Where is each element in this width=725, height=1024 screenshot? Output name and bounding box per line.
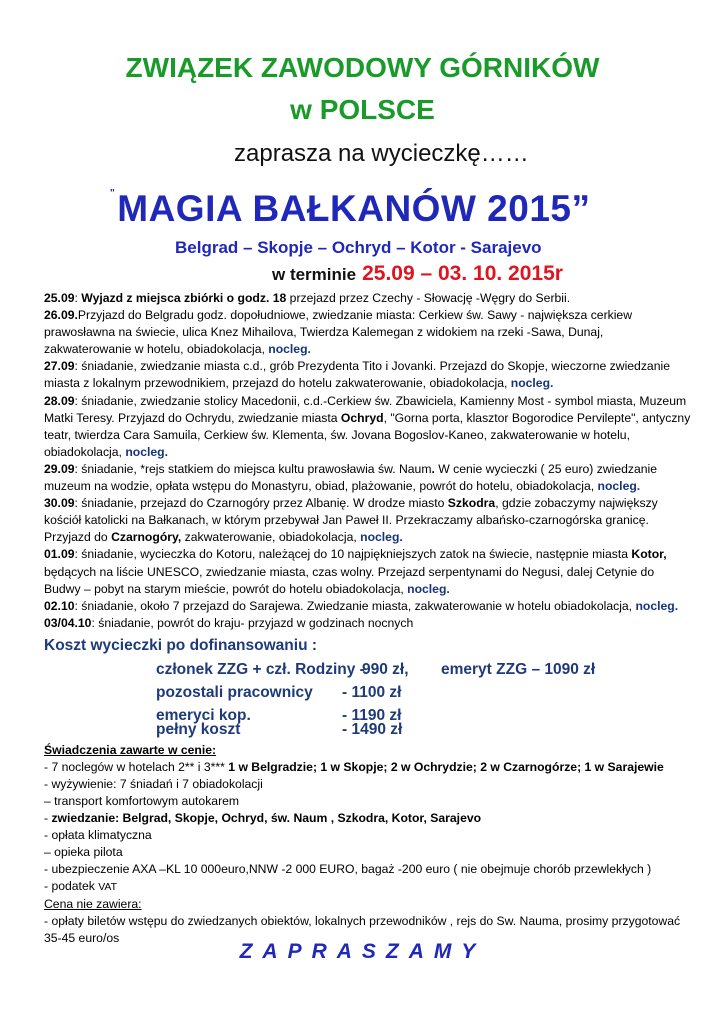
trip-title-text: MAGIA BAŁKANÓW 2015” xyxy=(117,188,591,229)
day-bold: Wyjazd z miejsca zbiórki o godz. 18 xyxy=(81,291,287,305)
includes-list xyxy=(44,742,694,947)
day-text-2: , "Gorna porta, klasztor Bogorodice Pervilepte", antyczny teatr, twierdza Cara Samuila, Cerkiew św. Klementa, św. Jovana Bogoslov-Kaneo, zakwaterowanie w hotelu, obiadokolacja, xyxy=(44,410,691,459)
vat-pre: - podatek xyxy=(44,879,99,893)
list-item xyxy=(44,878,694,896)
day-text: śniadanie, wycieczka do Kotoru, należącej do 10 najpiękniejszych zatok na świecie, następnie miasta xyxy=(81,547,632,562)
day-sep: : xyxy=(74,291,82,305)
day-date: 03/04.10 xyxy=(44,615,92,630)
program-day xyxy=(44,546,694,597)
list-item: - opłata klimatyczna xyxy=(44,828,152,842)
day-date: 27.09 xyxy=(44,359,75,374)
day-date: 01.09 xyxy=(44,547,75,562)
day-tail: nocleg. xyxy=(510,376,554,391)
day-text-2: będących na liście UNESCO, zwiedzanie miasta, czas wolny. Przejazd serpentynami do Negusi, dalej Cetynie do Budwy – pobyt na starym mieście, powrót do hotelu obiadokolacja, xyxy=(44,564,655,596)
day-tail: nocleg. xyxy=(268,342,311,357)
day-tail: nocleg. xyxy=(597,479,641,494)
list-item: - ubezpieczenie AXA –KL 10 000euro,NNW -2 000 EURO, bagaż -200 euro ( nie obejmuje chorób przewlekłych ) xyxy=(44,862,652,876)
day-sep: : xyxy=(74,598,82,613)
day-bold-2: Czarnogóry, xyxy=(111,530,182,545)
list-item: – opieka pilota xyxy=(44,845,123,859)
list-item: - wyżywienie: 7 śniadań i 7 obiadokolacji xyxy=(44,777,263,791)
cost-row-extra: emeryt ZZG – 1090 zł xyxy=(441,661,596,678)
cost-row-label: członek ZZG + czł. Rodziny - xyxy=(156,661,365,678)
term xyxy=(272,262,563,286)
program-day xyxy=(44,495,694,546)
program-day xyxy=(44,615,694,632)
includes-heading: Świadczenia zawarte w cenie: xyxy=(44,743,217,757)
day-date: 29.09 xyxy=(44,461,75,476)
day-bold: . xyxy=(431,461,435,476)
cost-row-label: pełny koszt xyxy=(156,721,241,738)
term-label: w terminie xyxy=(272,265,357,284)
day-date: 25.09 xyxy=(44,291,75,305)
route: Belgrad – Skopje – Ochryd – Kotor - Sarajevo xyxy=(175,238,542,257)
vat: VAT xyxy=(98,881,118,893)
cost-heading: Koszt wycieczki po dofinansowaniu : xyxy=(44,637,318,654)
invitation-text: zaprasza na wycieczkę…… xyxy=(234,140,529,167)
closing-invitation: ZAPRASZAMY xyxy=(239,940,486,963)
day-sep: : xyxy=(74,547,82,562)
title-open-quote: " xyxy=(110,188,116,199)
day-date: 28.09 xyxy=(44,393,75,408)
nights-pre: - 7 noclegów w hotelach 2** i 3*** xyxy=(44,760,229,774)
day-text: śniadanie, zwiedzanie stolicy Macedonii, c.d.-Cerkiew św. Zbawiciela, Kamienny Most - symbol miasta, Muzeum Matki Teresy. Przyjazd do Ochrydu, zwiedzanie miasta xyxy=(44,393,687,425)
day-tail: nocleg. xyxy=(407,581,450,596)
cost-row-label: pozostali pracownicy xyxy=(156,684,313,701)
day-text: śniadanie, około 7 przejazd do Sarajewa. Zwiedzanie miasta, zakwaterowanie w hotelu obiadokolacja, xyxy=(81,598,636,613)
day-tail: nocleg. xyxy=(360,530,403,545)
list-item xyxy=(44,810,694,827)
sight-pre: - xyxy=(44,811,52,825)
day-bold: Ochryd xyxy=(340,410,384,425)
program-day xyxy=(44,307,694,358)
organization-country: w POLSCE xyxy=(290,94,435,125)
term-dates: 25.09 – 03. 10. 2015r xyxy=(362,262,563,285)
list-item: – transport komfortowym autokarem xyxy=(44,794,240,808)
day-text: śniadanie, *rejs statkiem do miejsca kultu prawosławia św. Naum xyxy=(81,461,432,476)
day-sep: : xyxy=(74,393,82,408)
day-text-2: , gdzie zobaczymy największy kościół katolicki na Bałkanach, w którym przebywał Jan Paweł II. Przekraczamy albańsko-czarnogórska granicę. Przyjazd do xyxy=(44,496,658,545)
cost-row-value: - 1190 zł xyxy=(342,707,402,724)
day-date: 02.10 xyxy=(44,598,75,613)
cost-row-value: - 1100 zł xyxy=(342,684,402,701)
day-sep: : xyxy=(74,461,82,476)
day-text-2: W cenie wycieczki ( 25 euro) zwiedzanie muzeum na wodzie, opłata wstępu do Monastyru, obiad, plażowanie, powrót do hotelu, obiadokolacja, xyxy=(44,461,658,494)
day-text: Przyjazd do Belgradu godz. dopołudniowe, zwiedzanie miasta: Cerkiew św. Sawy - największa cerkiew prawosławna na świecie, ulica Knez Mihailova, Twierdza Kalemegan z widokiem na rzeki -Sawa, Dunaj, zakwaterowanie w hotelu, obiadokolacja, xyxy=(44,308,633,357)
day-sep: : xyxy=(74,359,82,374)
day-text: przejazd przez Czechy - Słowację -Węgry do Serbii. xyxy=(286,291,571,305)
day-text-3: zakwaterowanie, obiadokolacja, xyxy=(181,530,361,545)
day-date: 30.09 xyxy=(44,496,75,511)
day-sep: : xyxy=(74,496,82,511)
day-date: 26.09. xyxy=(44,308,78,323)
trip-title xyxy=(110,188,590,230)
organization-name: ZWIĄZEK ZAWODOWY GÓRNIKÓW xyxy=(125,52,600,83)
day-tail: nocleg. xyxy=(125,444,168,459)
excludes-text: - opłaty biletów wstępu do zwiedzanych obiektów, lokalnych przewodników , rejs do Sw. Nauma, prosimy przygotować 35-45 euro/os xyxy=(44,914,681,945)
program xyxy=(44,290,694,632)
day-tail: nocleg. xyxy=(635,598,679,613)
sight-bold: zwiedzanie: Belgrad, Skopje, Ochryd, św. Naum , Szkodra, Kotor, Sarajevo xyxy=(51,811,482,825)
cost-row-value: - 1490 zł xyxy=(342,721,403,738)
day-text: śniadanie, powrót do kraju- przyjazd w godzinach nocnych xyxy=(98,615,414,630)
excludes-heading: Cena nie zawiera: xyxy=(44,897,142,911)
nights-bold: 1 w Belgradzie; 1 w Skopje; 2 w Ochrydzie; 2 w Czarnogórze; 1 w Sarajewie xyxy=(228,760,664,774)
program-day xyxy=(44,358,694,392)
list-item xyxy=(44,759,694,776)
cost-row-label: emeryci kop. xyxy=(156,707,251,724)
day-bold: Szkodra xyxy=(447,496,496,511)
day-sep: : xyxy=(91,615,99,630)
day-text: śniadanie, zwiedzanie miasta c.d., grób Prezydenta Tito i Jovanki. Przejazd do Skopje, wieczorne zwiedzanie miasta z lokalnym przewodnikiem, przejazd do hotelu zakwaterowanie, obiadokolacja, xyxy=(44,359,670,391)
program-day xyxy=(44,461,694,495)
day-bold: Kotor, xyxy=(631,547,667,562)
day-text: śniadanie, przejazd do Czarnogóry przez Albanię. W drodze miasto xyxy=(81,496,448,511)
program-day xyxy=(44,598,694,615)
cost-row-value: 990 zł, xyxy=(362,661,409,678)
program-day xyxy=(44,290,694,307)
program-day xyxy=(44,393,694,461)
